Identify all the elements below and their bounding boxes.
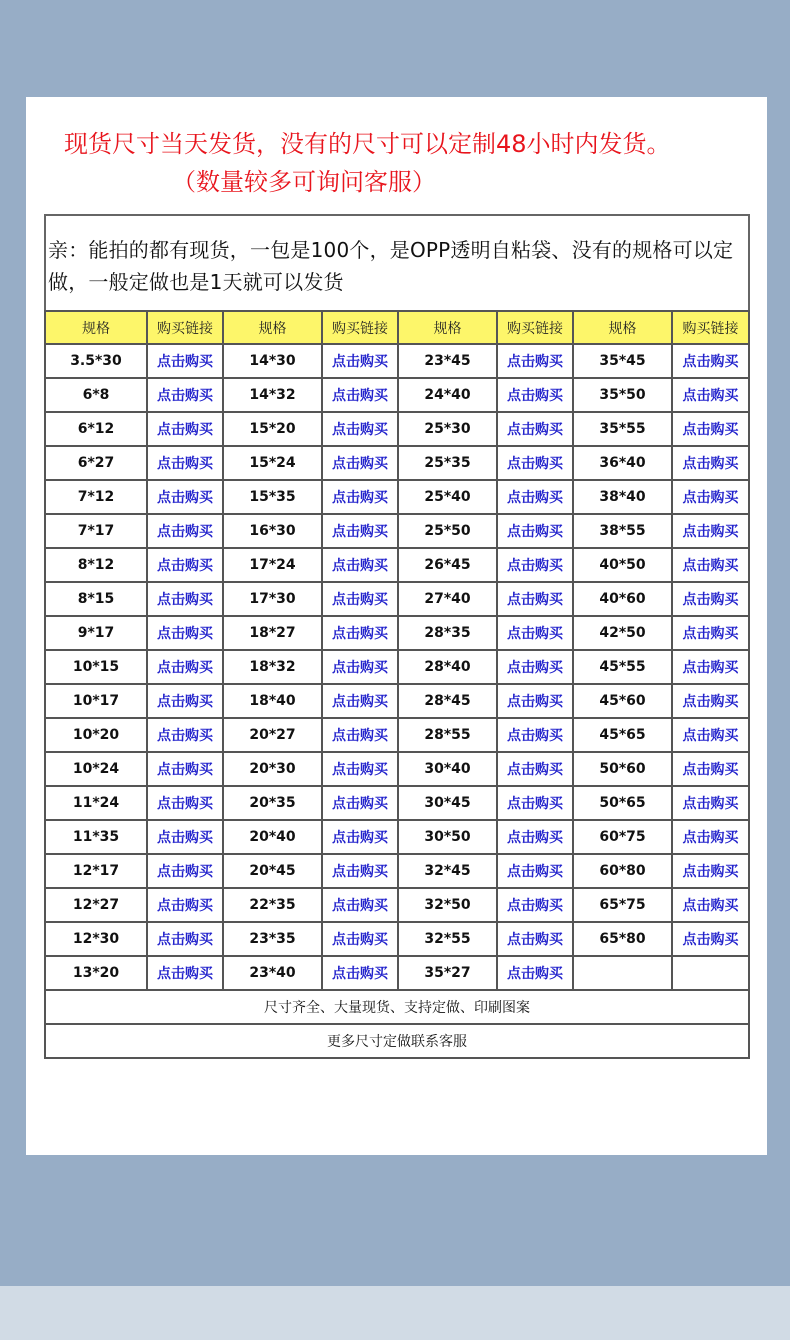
table-row: [45, 378, 749, 412]
size-cell: 20*45: [223, 854, 322, 888]
buy-link[interactable]: 点击购买: [322, 378, 398, 412]
buy-link[interactable]: 点击购买: [322, 786, 398, 820]
buy-link[interactable]: 点击购买: [322, 888, 398, 922]
table-row: [45, 786, 749, 820]
header-link: 购买链接: [147, 311, 223, 344]
size-cell: 38*55: [573, 514, 672, 548]
buy-link[interactable]: 点击购买: [497, 922, 573, 956]
size-cell: 17*24: [223, 548, 322, 582]
buy-link[interactable]: 点击购买: [672, 854, 749, 888]
buy-link[interactable]: 点击购买: [497, 888, 573, 922]
buy-link[interactable]: 点击购买: [322, 854, 398, 888]
empty-cell: [672, 956, 749, 990]
buy-link[interactable]: 点击购买: [322, 582, 398, 616]
size-cell: 16*30: [223, 514, 322, 548]
size-cell: 32*55: [398, 922, 497, 956]
size-cell: 7*17: [45, 514, 147, 548]
table-row: [45, 752, 749, 786]
buy-link[interactable]: 点击购买: [497, 344, 573, 378]
buy-link[interactable]: 点击购买: [147, 922, 223, 956]
buy-link[interactable]: 点击购买: [322, 514, 398, 548]
header-size: 规格: [573, 311, 672, 344]
table-row: [45, 718, 749, 752]
notice-text: 亲：能拍的都有现货，一包是100个，是OPP透明自粘袋、没有的规格可以定做，一般定做也是1天就可以发货: [48, 238, 734, 294]
size-cell: 40*60: [573, 582, 672, 616]
buy-link[interactable]: 点击购买: [322, 480, 398, 514]
buy-link[interactable]: 点击购买: [322, 684, 398, 718]
size-cell: 35*45: [573, 344, 672, 378]
size-cell: 17*30: [223, 582, 322, 616]
buy-link[interactable]: 点击购买: [147, 616, 223, 650]
table-row: [45, 820, 749, 854]
size-cell: 10*20: [45, 718, 147, 752]
buy-link[interactable]: 点击购买: [672, 888, 749, 922]
buy-link[interactable]: 点击购买: [322, 718, 398, 752]
size-cell: 10*17: [45, 684, 147, 718]
size-cell: 42*50: [573, 616, 672, 650]
buy-link[interactable]: 点击购买: [672, 344, 749, 378]
buy-link[interactable]: 点击购买: [497, 616, 573, 650]
size-cell: 13*20: [45, 956, 147, 990]
buy-link[interactable]: 点击购买: [147, 548, 223, 582]
buy-link[interactable]: 点击购买: [147, 752, 223, 786]
buy-link[interactable]: 点击购买: [322, 650, 398, 684]
size-cell: 25*30: [398, 412, 497, 446]
buy-link[interactable]: 点击购买: [497, 718, 573, 752]
buy-link[interactable]: 点击购买: [672, 752, 749, 786]
size-cell: 3.5*30: [45, 344, 147, 378]
buy-link[interactable]: 点击购买: [672, 548, 749, 582]
size-cell: 27*40: [398, 582, 497, 616]
size-cell: 30*45: [398, 786, 497, 820]
table-row: [45, 616, 749, 650]
bottom-band: [0, 1286, 790, 1340]
buy-link[interactable]: 点击购买: [147, 650, 223, 684]
buy-link[interactable]: 点击购买: [147, 956, 223, 990]
size-cell: 7*12: [45, 480, 147, 514]
header-link: 购买链接: [672, 311, 749, 344]
buy-link[interactable]: 点击购买: [322, 752, 398, 786]
size-cell: 11*35: [45, 820, 147, 854]
size-cell: 32*50: [398, 888, 497, 922]
size-cell: 28*45: [398, 684, 497, 718]
size-cell: 8*15: [45, 582, 147, 616]
size-cell: 35*27: [398, 956, 497, 990]
size-cell: 14*32: [223, 378, 322, 412]
buy-link[interactable]: 点击购买: [147, 820, 223, 854]
buy-link[interactable]: 点击购买: [672, 480, 749, 514]
size-cell: 18*27: [223, 616, 322, 650]
buy-link[interactable]: 点击购买: [497, 752, 573, 786]
size-cell: 23*35: [223, 922, 322, 956]
buy-link[interactable]: 点击购买: [322, 956, 398, 990]
table-row: [45, 684, 749, 718]
buy-link[interactable]: 点击购买: [497, 480, 573, 514]
size-cell: 50*65: [573, 786, 672, 820]
buy-link[interactable]: 点击购买: [672, 820, 749, 854]
size-cell: 20*40: [223, 820, 322, 854]
table-row: [45, 650, 749, 684]
size-cell: 26*45: [398, 548, 497, 582]
buy-link[interactable]: 点击购买: [497, 412, 573, 446]
buy-link[interactable]: 点击购买: [322, 548, 398, 582]
buy-link[interactable]: 点击购买: [497, 582, 573, 616]
size-cell: 65*75: [573, 888, 672, 922]
buy-link[interactable]: 点击购买: [322, 446, 398, 480]
buy-link[interactable]: 点击购买: [672, 582, 749, 616]
headline: 现货尺寸当天发货，没有的尺寸可以定制48小时内发货。: [64, 130, 671, 158]
size-cell: 45*55: [573, 650, 672, 684]
table-row: [45, 446, 749, 480]
size-cell: 15*24: [223, 446, 322, 480]
buy-link[interactable]: 点击购买: [322, 344, 398, 378]
table-row: [45, 956, 749, 990]
size-cell: 18*40: [223, 684, 322, 718]
buy-link[interactable]: 点击购买: [147, 888, 223, 922]
size-cell: 22*35: [223, 888, 322, 922]
buy-link[interactable]: 点击购买: [322, 922, 398, 956]
size-cell: 25*50: [398, 514, 497, 548]
buy-link[interactable]: 点击购买: [497, 446, 573, 480]
size-cell: 45*65: [573, 718, 672, 752]
table-row: [45, 412, 749, 446]
buy-link[interactable]: 点击购买: [672, 786, 749, 820]
buy-link[interactable]: 点击购买: [322, 820, 398, 854]
buy-link[interactable]: 点击购买: [147, 854, 223, 888]
size-cell: 11*24: [45, 786, 147, 820]
size-cell: 30*50: [398, 820, 497, 854]
buy-link[interactable]: 点击购买: [147, 514, 223, 548]
buy-link[interactable]: 点击购买: [672, 922, 749, 956]
size-cell: 60*75: [573, 820, 672, 854]
buy-link[interactable]: 点击购买: [147, 344, 223, 378]
footer-contact[interactable]: 更多尺寸定做联系客服: [45, 1024, 749, 1058]
size-cell: 23*40: [223, 956, 322, 990]
buy-link[interactable]: 点击购买: [672, 684, 749, 718]
size-cell: 20*35: [223, 786, 322, 820]
buy-link[interactable]: 点击购买: [672, 650, 749, 684]
buy-link[interactable]: 点击购买: [497, 548, 573, 582]
size-cell: 28*55: [398, 718, 497, 752]
buy-link[interactable]: 点击购买: [147, 718, 223, 752]
size-cell: 38*40: [573, 480, 672, 514]
size-cell: 24*40: [398, 378, 497, 412]
buy-link[interactable]: 点击购买: [672, 616, 749, 650]
buy-link[interactable]: 点击购买: [497, 650, 573, 684]
size-cell: 6*27: [45, 446, 147, 480]
size-cell: 50*60: [573, 752, 672, 786]
buy-link[interactable]: 点击购买: [322, 616, 398, 650]
notice-box: [44, 214, 750, 312]
size-cell: 12*27: [45, 888, 147, 922]
buy-link[interactable]: 点击购买: [497, 956, 573, 990]
table-header-row: [45, 311, 749, 344]
buy-link[interactable]: 点击购买: [497, 786, 573, 820]
table-row: [45, 582, 749, 616]
size-cell: 20*30: [223, 752, 322, 786]
table-row: [45, 344, 749, 378]
table-row: [45, 480, 749, 514]
buy-link[interactable]: 点击购买: [147, 412, 223, 446]
buy-link[interactable]: 点击购买: [672, 718, 749, 752]
size-cell: 6*12: [45, 412, 147, 446]
footer-features: 尺寸齐全、大量现货、支持定做、印刷图案: [45, 990, 749, 1024]
size-cell: [573, 956, 672, 990]
buy-link[interactable]: 点击购买: [147, 480, 223, 514]
buy-link[interactable]: 点击购买: [497, 820, 573, 854]
header-link: 购买链接: [497, 311, 573, 344]
header-size: 规格: [45, 311, 147, 344]
size-table: [44, 310, 750, 1059]
size-cell: 28*40: [398, 650, 497, 684]
subline: （数量较多可询问客服）: [172, 168, 436, 196]
buy-link[interactable]: 点击购买: [497, 378, 573, 412]
size-cell: 12*30: [45, 922, 147, 956]
size-cell: 35*55: [573, 412, 672, 446]
size-cell: 18*32: [223, 650, 322, 684]
footer-row: [45, 990, 749, 1024]
buy-link[interactable]: 点击购买: [147, 786, 223, 820]
size-cell: 30*40: [398, 752, 497, 786]
table-row: [45, 854, 749, 888]
size-cell: 65*80: [573, 922, 672, 956]
size-cell: 45*60: [573, 684, 672, 718]
size-cell: 14*30: [223, 344, 322, 378]
size-cell: 6*8: [45, 378, 147, 412]
buy-link[interactable]: 点击购买: [497, 684, 573, 718]
size-cell: 32*45: [398, 854, 497, 888]
size-cell: 9*17: [45, 616, 147, 650]
buy-link[interactable]: 点击购买: [672, 514, 749, 548]
buy-link[interactable]: 点击购买: [497, 854, 573, 888]
size-cell: 15*20: [223, 412, 322, 446]
size-cell: 20*27: [223, 718, 322, 752]
size-cell: 10*15: [45, 650, 147, 684]
size-cell: 36*40: [573, 446, 672, 480]
table-row: [45, 514, 749, 548]
size-cell: 25*35: [398, 446, 497, 480]
size-cell: 8*12: [45, 548, 147, 582]
header-size: 规格: [223, 311, 322, 344]
buy-link[interactable]: 点击购买: [147, 684, 223, 718]
table-row: [45, 548, 749, 582]
size-cell: 23*45: [398, 344, 497, 378]
size-cell: 25*40: [398, 480, 497, 514]
size-cell: 15*35: [223, 480, 322, 514]
buy-link[interactable]: 点击购买: [322, 412, 398, 446]
table-row: [45, 888, 749, 922]
size-cell: 12*17: [45, 854, 147, 888]
header-link: 购买链接: [322, 311, 398, 344]
buy-link[interactable]: 点击购买: [672, 378, 749, 412]
size-cell: 40*50: [573, 548, 672, 582]
size-cell: 10*24: [45, 752, 147, 786]
table-row: [45, 922, 749, 956]
size-cell: 28*35: [398, 616, 497, 650]
buy-link[interactable]: 点击购买: [672, 412, 749, 446]
header-size: 规格: [398, 311, 497, 344]
buy-link[interactable]: 点击购买: [672, 446, 749, 480]
buy-link[interactable]: 点击购买: [147, 446, 223, 480]
buy-link[interactable]: 点击购买: [147, 582, 223, 616]
size-cell: 35*50: [573, 378, 672, 412]
buy-link[interactable]: 点击购买: [147, 378, 223, 412]
footer-row: [45, 1024, 749, 1058]
size-cell: 60*80: [573, 854, 672, 888]
buy-link[interactable]: 点击购买: [497, 514, 573, 548]
